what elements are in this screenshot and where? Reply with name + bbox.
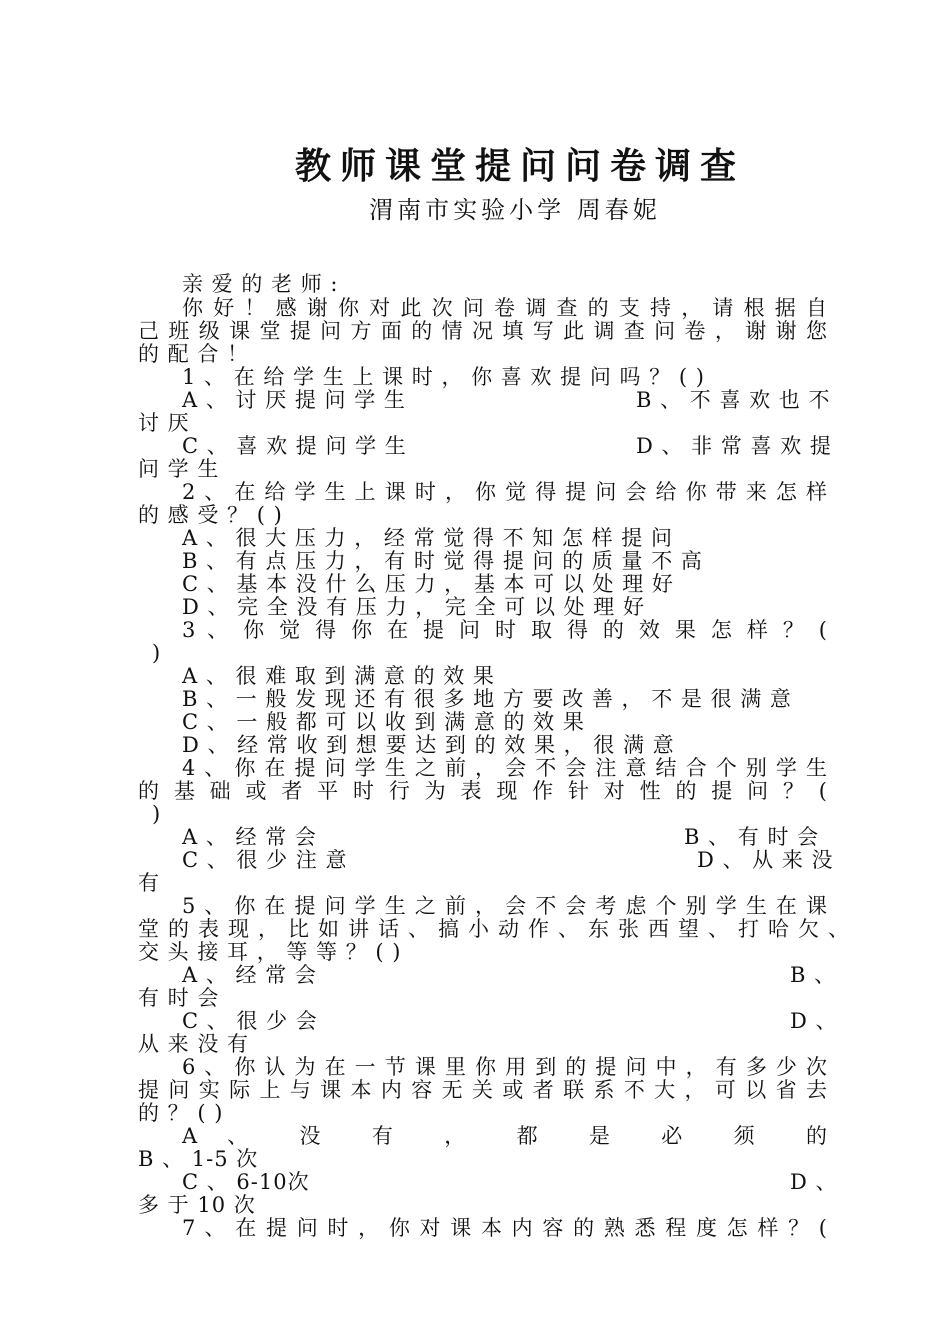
question-5: 堂 的 表 现 ， 比 如 讲 话 、 搞 小 动 作 、 东 张 西 望 、 打 哈 欠 、 bbox=[138, 917, 850, 941]
option-text: B 、 不 喜 欢 也 不 bbox=[636, 388, 831, 412]
question-5: 交 头 接 耳 ， 等 等 ？ ( ) bbox=[138, 940, 402, 964]
option-text: D 、 完 全 没 有 压 力 ， 完 全 可 以 处 理 好 bbox=[182, 595, 645, 619]
option-text: C 、 基 本 没 什 么 压 力 ， 基 本 可 以 处 理 好 bbox=[182, 572, 674, 596]
option-text: C 、 6-10次 bbox=[182, 1170, 310, 1194]
question-2: 的 感 受 ？ ( ) bbox=[138, 503, 283, 527]
intro-line: 己 班 级 课 堂 提 问 方 面 的 情 况 填 写 此 调 查 问 卷 ， 谢 谢 您 bbox=[138, 319, 828, 343]
option-text: B 、 1-5 次 bbox=[138, 1147, 259, 1171]
question-1: 1 、 在 给 学 生 上 课 时 ， 你 喜 欢 提 问 吗 ？ ( ) bbox=[182, 365, 705, 389]
option-text: A 、 经 常 会 bbox=[182, 963, 317, 987]
option-text: 问 学 生 bbox=[138, 457, 220, 481]
greeting: 亲 爱 的 老 师 : bbox=[182, 272, 339, 296]
option-text: 讨 厌 bbox=[138, 411, 190, 435]
question-3: ) bbox=[152, 641, 162, 665]
question-3: 3 、 你 觉 得 你 在 提 问 时 取 得 的 效 果 怎 样 ？ ( bbox=[182, 618, 828, 642]
intro-line: 你 好 ！ 感 谢 你 对 此 次 问 卷 调 查 的 支 持 ， 请 根 据 自 bbox=[182, 296, 828, 320]
option-text: B 、 bbox=[790, 963, 837, 987]
question-6: 6 、 你 认 为 在 一 节 课 里 你 用 到 的 提 问 中 ， 有 多 少 次 bbox=[182, 1055, 828, 1079]
option-text: 有 时 会 bbox=[138, 986, 220, 1010]
option-text: D 、 bbox=[790, 1170, 838, 1194]
option-text: 多 于 10 次 bbox=[138, 1193, 256, 1217]
option-text: D 、 从 来 没 bbox=[697, 848, 834, 872]
option-text: D 、 经 常 收 到 想 要 达 到 的 效 果 ， 很 满 意 bbox=[182, 733, 675, 757]
question-6: 的 ？ ( ) bbox=[138, 1101, 224, 1125]
option-text: C 、 很 少 会 bbox=[182, 1009, 318, 1033]
question-4: 4 、 你 在 提 问 学 生 之 前 ， 会 不 会 注 意 结 合 个 别 学 生 bbox=[182, 756, 828, 780]
intro-line: 的 配 合 ！ bbox=[138, 342, 250, 366]
question-4: ) bbox=[152, 802, 162, 826]
question-6: 提 问 实 际 上 与 课 本 内 容 无 关 或 者 联 系 不 大 ， 可 以 省 去 bbox=[138, 1078, 828, 1102]
option-text: D 、 bbox=[790, 1009, 838, 1033]
option-text: B 、 有 时 会 bbox=[684, 825, 820, 849]
option-text: A 、 没 有 ， 都 是 必 须 的 bbox=[182, 1124, 828, 1148]
option-text: 从 来 没 有 bbox=[138, 1032, 250, 1056]
question-2: 2 、 在 给 学 生 上 课 时 ， 你 觉 得 提 问 会 给 你 带 来 怎 样 bbox=[182, 480, 828, 504]
option-text: C 、 喜 欢 提 问 学 生 bbox=[182, 434, 407, 458]
option-text: B 、 有 点 压 力 ， 有 时 觉 得 提 问 的 质 量 不 高 bbox=[182, 549, 703, 573]
option-text: B 、 一 般 发 现 还 有 很 多 地 方 要 改 善 ， 不 是 很 满 意 bbox=[182, 687, 792, 711]
option-text: C 、 很 少 注 意 bbox=[182, 848, 348, 872]
option-text: D 、 非 常 喜 欢 提 bbox=[636, 434, 832, 458]
option-text: A 、 很 大 压 力 ， 经 常 觉 得 不 知 怎 样 提 问 bbox=[182, 526, 673, 550]
option-text: 有 bbox=[138, 871, 160, 895]
document-subtitle: 渭南市实验小学 周春妮 bbox=[369, 196, 661, 224]
question-4: 的 基 础 或 者 平 时 行 为 表 现 作 针 对 性 的 提 问 ？ ( bbox=[138, 779, 828, 803]
option-text: A 、 经 常 会 bbox=[182, 825, 317, 849]
question-5: 5 、 你 在 提 问 学 生 之 前 ， 会 不 会 考 虑 个 别 学 生 在 课 bbox=[182, 894, 828, 918]
document-title: 教师课堂提问问卷调查 bbox=[294, 145, 745, 187]
question-7: 7 、 在 提 问 时 ， 你 对 课 本 内 容 的 熟 悉 程 度 怎 样 ？ ( bbox=[182, 1216, 828, 1240]
option-text: C 、 一 般 都 可 以 收 到 满 意 的 效 果 bbox=[182, 710, 585, 734]
option-text: A 、 很 难 取 到 满 意 的 效 果 bbox=[182, 664, 495, 688]
option-text: A 、 讨 厌 提 问 学 生 bbox=[182, 388, 406, 412]
